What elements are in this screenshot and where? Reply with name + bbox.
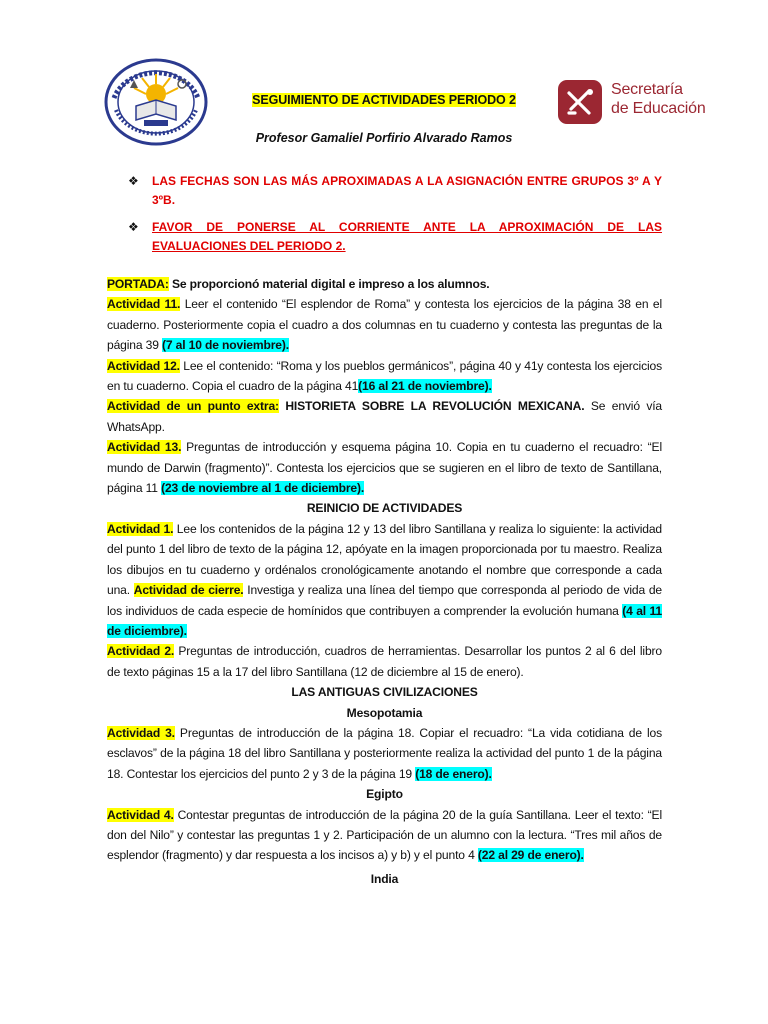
- section-heading-civilizaciones: LAS ANTIGUAS CIVILIZACIONES: [291, 685, 478, 700]
- subheading-mesopotamia: Mesopotamia: [346, 705, 423, 720]
- activity-date: (16 al 21 de noviembre).: [358, 379, 492, 394]
- activity-3: [107, 723, 662, 784]
- activity-label: Actividad de un punto extra:: [107, 399, 279, 414]
- activity-text: Preguntas de introducción, cuadros de herramientas. Desarrollar los puntos 2 al 6 del libro de texto páginas 15 a la 17 del libro Santillana (12 de diciembre al 15 de enero).: [107, 644, 662, 679]
- activities-body: [107, 274, 662, 889]
- subheading-india: India: [370, 871, 399, 886]
- diamond-bullet-icon: ❖: [128, 174, 139, 188]
- activity-text: Se envió vía WhatsApp.: [107, 399, 663, 434]
- activity-label: Actividad 3.: [107, 725, 175, 740]
- notice-item: [128, 218, 662, 256]
- activity-label: Actividad 2.: [107, 644, 175, 659]
- activity-13: [107, 437, 662, 498]
- activity-label: Actividad 4.: [107, 807, 174, 822]
- activity-label: Actividad 13.: [107, 440, 182, 455]
- activity-bold-text: HISTORIETA SOBRE LA REVOLUCIÓN MEXICANA.: [278, 399, 585, 414]
- closing-activity-text: Investiga y realiza una línea del tiempo que corresponda al periodo de vida de los individuos de cada especie de homínidos que contribuyen a comprender la evolución humana: [107, 583, 662, 618]
- activity-date: (18 de enero).: [415, 766, 492, 781]
- secretaria-educacion-logo: [557, 77, 717, 131]
- activity-1: [107, 519, 662, 641]
- activity-label: Actividad 11.: [107, 297, 181, 312]
- portada-paragraph: [107, 274, 662, 294]
- notice-text: LAS FECHAS SON LAS MÁS APROXIMADAS A LA ASIGNACIÓN ENTRE GRUPOS 3º A Y 3ºB.: [152, 174, 662, 207]
- activity-label: Actividad 12.: [107, 358, 180, 373]
- closing-activity-label: Actividad de cierre.: [133, 583, 244, 598]
- activity-12: [107, 356, 662, 397]
- section-heading-reinicio: REINICIO DE ACTIVIDADES: [306, 501, 463, 516]
- teacher-name: Profesor Gamaliel Porfirio Alvarado Ramos: [255, 131, 513, 145]
- secretaria-line1: Secretaría: [611, 81, 683, 98]
- activity-11: [107, 294, 662, 355]
- school-crest-logo: [104, 58, 208, 146]
- activity-date: (22 al 29 de enero).: [477, 848, 584, 863]
- activity-date: (4 al 11 de diciembre).: [107, 603, 662, 638]
- activity-text: Contestar preguntas de introducción de la página 20 de la guía Santillana. Leer el texto: “El don del Nilo” y contestar las preguntas 1 y 2. Participación de un alumno con la lectura. “Tres mil años de esplendor (fragmento) y dar respuesta a los incisos a) y b) y el punto 4: [107, 807, 662, 863]
- activity-label: Actividad 1.: [107, 521, 174, 536]
- notice-item: [128, 172, 662, 210]
- activity-text: Lee el contenido: “Roma y los pueblos germánicos”, página 40 y 41y contesta los ejercicios en tu cuaderno. Copia el cuadro de la página 41: [107, 358, 662, 394]
- diamond-bullet-icon: ❖: [128, 220, 139, 234]
- portada-label: PORTADA:: [107, 277, 169, 291]
- activity-2: [107, 641, 662, 682]
- activity-4: [107, 805, 662, 866]
- document-title: SEGUIMIENTO DE ACTIVIDADES PERIODO 2: [252, 93, 516, 107]
- activity-text: Lee los contenidos de la página 12 y 13 del libro Santillana y realiza lo siguiente: la actividad del punto 1 del libro de texto de la página 12, apóyate en la imagen proporcionada por tu maestro. Realiza los dibujos en tu cuaderno y ordénalos cronológicamente anotando el nombre que corresponde a cada una.: [107, 521, 662, 598]
- activity-text: Preguntas de introducción de la página 18. Copiar el recuadro: “La vida cotidiana de los esclavos” de la página 18 del libro Santillana y posteriormente realiza la actividad del punto 1 de la página 18. Contestar los ejercicios del punto 2 y 3 de la página 19: [107, 725, 662, 781]
- activity-text: Leer el contenido “El esplendor de Roma” y contesta los ejercicios de la página 38 en el cuaderno. Posteriormente copia el cuadro a dos columnas en tu cuaderno y contesta las preguntas de la página 39: [107, 297, 662, 353]
- activity-text: Preguntas de introducción y esquema página 10. Copia en tu cuaderno el recuadro: “El mundo de Darwin (fragmento)”. Contesta los ejercicios que se sugieren en el libro de texto de Santillana, página 11: [107, 440, 662, 496]
- secretaria-mark-icon: [557, 79, 603, 125]
- secretaria-line2: de Educación: [611, 100, 706, 117]
- portada-text: Se proporcionó material digital e impreso a los alumnos.: [168, 277, 490, 291]
- activity-extra: [107, 396, 662, 437]
- notice-text: FAVOR DE PONERSE AL CORRIENTE ANTE LA APROXIMACIÓN DE LAS EVALUACIONES DEL PERIODO 2.: [152, 220, 662, 253]
- activity-date: (7 al 10 de noviembre).: [162, 338, 289, 353]
- notice-list: [128, 172, 662, 264]
- subheading-egipto: Egipto: [366, 787, 403, 802]
- activity-date: (23 de noviembre al 1 de diciembre).: [161, 481, 365, 496]
